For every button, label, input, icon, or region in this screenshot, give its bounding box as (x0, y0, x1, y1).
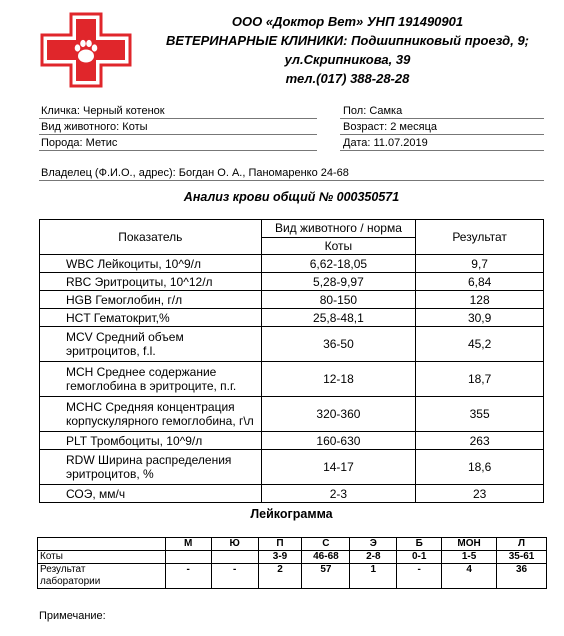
table-row (40, 327, 544, 362)
leukogram-result-value: 1 (350, 564, 397, 589)
leukogram-result-value: - (397, 564, 442, 589)
patient-nickname: Кличка: Черный котенок (41, 105, 165, 117)
leukogram-corner-cell (38, 538, 166, 551)
indicator-name-line: RDW Ширина распределения (66, 453, 232, 467)
leukogram-norm-value: 1-5 (442, 551, 497, 564)
leukogram-norm-value: 0-1 (397, 551, 442, 564)
result-value: 23 (416, 485, 544, 503)
leukogram-col-header: Э (350, 538, 397, 551)
leukogram-col-header: С (302, 538, 350, 551)
leukogram-col-header: П (258, 538, 302, 551)
analysis-date: Дата: 11.07.2019 (343, 137, 428, 149)
result-value: 355 (416, 397, 544, 432)
norm-value: 12-18 (261, 362, 416, 397)
leukogram-norm-label: Коты (38, 551, 166, 564)
analysis-title: Анализ крови общий № 000350571 (183, 190, 400, 204)
leukogram-table (37, 537, 547, 589)
patient-breed: Порода: Метис (41, 137, 118, 149)
owner-info: Владелец (Ф.И.О., адрес): Богдан О. А., Паномаренко 24-68 (41, 167, 349, 179)
leukogram-col-header: Б (397, 538, 442, 551)
col-norm-header: Вид животного / норма (261, 220, 416, 238)
norm-value: 160-630 (261, 432, 416, 450)
indicator-name (40, 485, 262, 503)
leukogram-norm-row (38, 551, 547, 564)
indicator-name (40, 450, 262, 485)
table-row (40, 362, 544, 397)
col-result-header: Результат (416, 220, 544, 255)
indicator-name (40, 309, 262, 327)
clinic-header (140, 12, 555, 88)
table-row (40, 397, 544, 432)
table-row (40, 255, 544, 273)
result-value: 18,6 (416, 450, 544, 485)
indicator-name (40, 362, 262, 397)
indicator-name-line: MCHC Средняя концентрация (66, 400, 235, 414)
clinic-addresses: ВЕТЕРИНАРНЫЕ КЛИНИКИ: Подшипниковый проезд, 9; (165, 33, 530, 48)
table-row (40, 450, 544, 485)
leukogram-norm-value (211, 551, 258, 564)
result-value: 263 (416, 432, 544, 450)
org-name: ООО «Доктор Вет» УНП 191490901 (231, 14, 464, 29)
patient-sex: Пол: Самка (343, 105, 403, 117)
leukogram-norm-value (165, 551, 211, 564)
table-row (40, 309, 544, 327)
leukogram-norm-value: 46-68 (302, 551, 350, 564)
patient-species: Вид животного: Коты (41, 121, 148, 133)
indicator-name-line: эритроцитов, f.l. (66, 344, 156, 358)
leukogram-result-value: 36 (497, 564, 547, 589)
leukogram-col-header: Ю (211, 538, 258, 551)
indicator-name-line: гемоглобина в эритроците, п.г. (66, 379, 237, 393)
clinic-cross-logo (40, 12, 132, 88)
leukogram-result-label-line: Результат (40, 564, 86, 575)
indicator-name-line: WBC Лейкоциты, 10^9/л (66, 256, 201, 271)
table-row (40, 273, 544, 291)
note-label: Примечание: (39, 610, 106, 622)
indicator-name-line: MCV Средний объем (66, 330, 184, 344)
leukogram-result-value: - (165, 564, 211, 589)
leukogram-norm-value: 3-9 (258, 551, 302, 564)
leukogram-result-row (38, 564, 547, 589)
leukogram-result-value: - (211, 564, 258, 589)
leukogram-norm-value: 35-61 (497, 551, 547, 564)
result-value: 6,84 (416, 273, 544, 291)
indicator-name (40, 255, 262, 273)
norm-value: 6,62-18,05 (261, 255, 416, 273)
leukogram-result-value: 57 (302, 564, 350, 589)
norm-value: 36-50 (261, 327, 416, 362)
patient-age: Возраст: 2 месяца (343, 121, 437, 133)
table-header-row (40, 220, 544, 238)
leukogram-result-value: 2 (258, 564, 302, 589)
col-indicator-header: Показатель (40, 220, 262, 255)
leukogram-col-header: М (165, 538, 211, 551)
indicator-name-line: корпускулярного гемоглобина, г\л (66, 414, 254, 428)
norm-value: 25,8-48,1 (261, 309, 416, 327)
blood-analysis-table (39, 219, 544, 503)
leukogram-result-label-line: лаборатории (40, 576, 101, 587)
indicator-name (40, 327, 262, 362)
leukogram-col-header: МОН (442, 538, 497, 551)
col-norm-species: Коты (261, 237, 416, 255)
table-row (40, 485, 544, 503)
norm-value: 2-3 (261, 485, 416, 503)
result-value: 30,9 (416, 309, 544, 327)
indicator-name-line: СОЭ, мм/ч (66, 486, 126, 501)
leukogram-header-row (38, 538, 547, 551)
indicator-name-line: эритроцитов, % (66, 467, 154, 481)
result-value: 45,2 (416, 327, 544, 362)
indicator-name-line: RBC Эритроциты, 10^12/л (66, 274, 213, 289)
leukogram-col-header: Л (497, 538, 547, 551)
clinic-phone: тел.(017) 388-28-28 (285, 71, 410, 86)
leukogram-title: Лейкограмма (250, 507, 333, 521)
norm-value: 14-17 (261, 450, 416, 485)
indicator-name (40, 397, 262, 432)
leukogram-result-value: 4 (442, 564, 497, 589)
result-value: 9,7 (416, 255, 544, 273)
norm-value: 320-360 (261, 397, 416, 432)
result-value: 128 (416, 291, 544, 309)
indicator-name (40, 291, 262, 309)
indicator-name (40, 273, 262, 291)
clinic-street: ул.Скрипникова, 39 (284, 52, 411, 67)
indicator-name-line: HCT Гематокрит,% (66, 310, 170, 325)
indicator-name (40, 432, 262, 450)
norm-value: 5,28-9,97 (261, 273, 416, 291)
leukogram-result-label (38, 564, 166, 589)
leukogram-norm-value: 2-8 (350, 551, 397, 564)
table-row (40, 432, 544, 450)
indicator-name-line: HGB Гемоглобин, г/л (66, 292, 183, 307)
result-value: 18,7 (416, 362, 544, 397)
norm-value: 80-150 (261, 291, 416, 309)
table-row (40, 291, 544, 309)
indicator-name-line: PLT Тромбоциты, 10^9/л (66, 433, 203, 448)
indicator-name-line: MCH Среднее содержание (66, 365, 217, 379)
